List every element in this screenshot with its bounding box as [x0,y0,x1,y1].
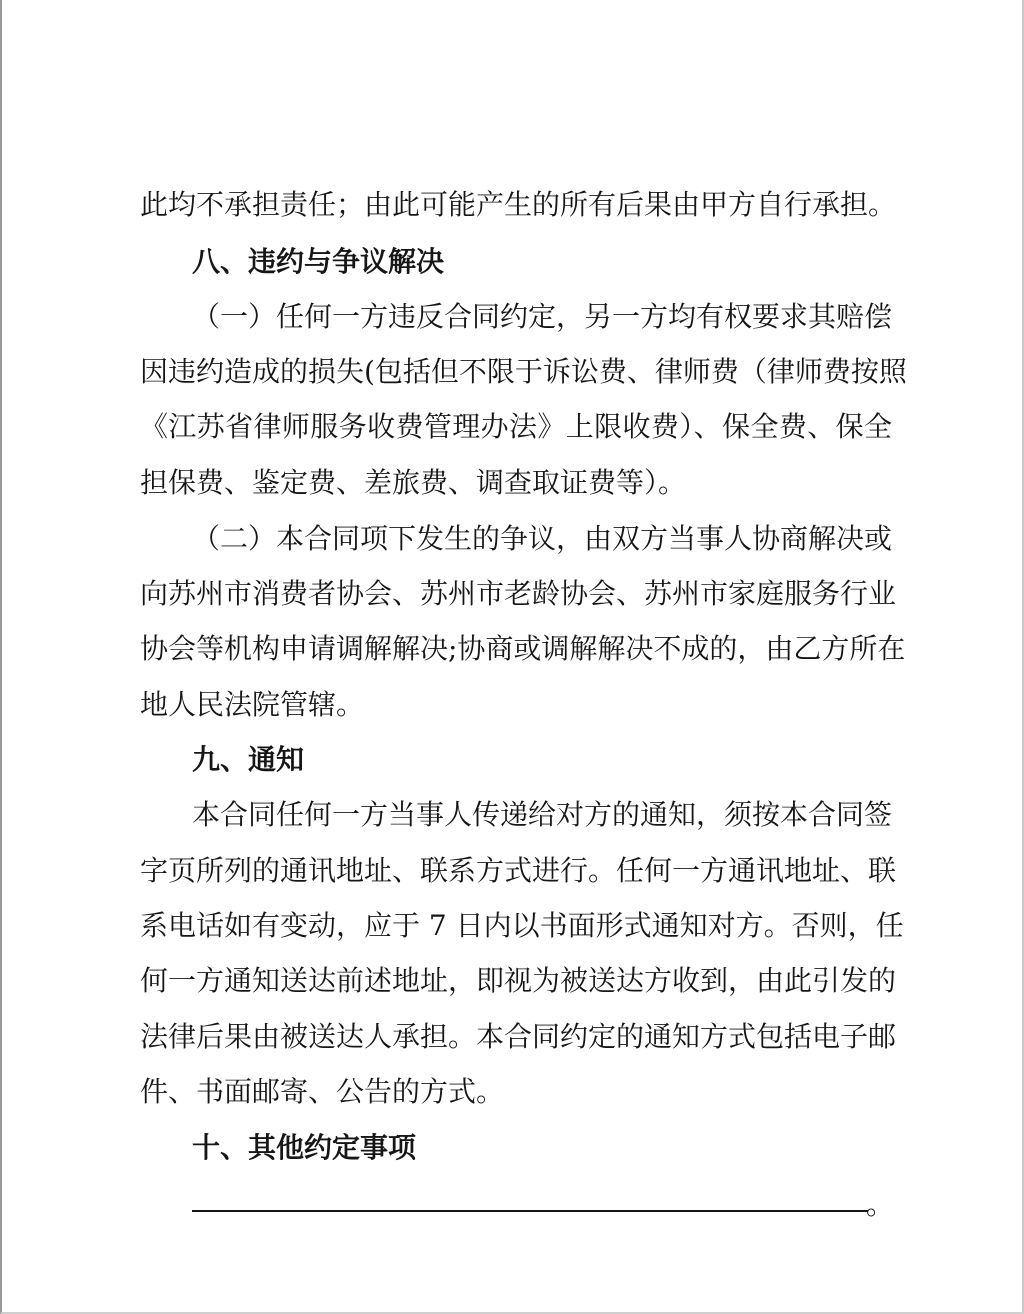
paragraph-line-8: 向苏州市消费者协会、苏州市老龄协会、苏州市家庭服务行业 [140,577,897,610]
paragraph-line-1: 此均不承担责任；由此可能产生的所有后果由甲方自行承担。 [140,188,897,221]
fill-in-blank-line [192,1210,868,1212]
paragraph-line-9: 协会等机构申请调解解决;协商或调解解决不成的，由乙方所在 [140,632,906,665]
paragraph-line-15: 何一方通知送达前述地址，即视为被送达方收到，由此引发的 [140,964,897,997]
section-heading-8: 八、违约与争议解决 [192,245,445,278]
paragraph-line-4: 因违约造成的损失(包括但不限于诉讼费、律师费（律师费按照 [140,355,907,388]
paragraph-line-12: 本合同任何一方当事人传递给对方的通知，须按本合同签 [192,798,893,831]
section-heading-9: 九、通知 [192,743,305,776]
paragraph-line-17: 件、书面邮寄、公告的方式。 [140,1075,505,1108]
paragraph-line-10: 地人民法院管辖。 [140,688,365,721]
paragraph-line-5: 《江苏省律师服务收费管理办法》上限收费）、保全费、保全 [140,410,892,443]
paragraph-line-6: 担保费、鉴定费、差旅费、调查取证费等）。 [140,466,687,499]
section-heading-10: 十、其他约定事项 [192,1131,417,1164]
paragraph-line-13: 字页所列的通讯地址、联系方式进行。任何一方通讯地址、联 [140,854,897,887]
paragraph-line-3: （一）任何一方违反合同约定，另一方均有权要求其赔偿 [192,300,893,333]
blank-end-period: 。 [866,1188,895,1221]
paragraph-line-14: 系电话如有变动，应于 7 日内以书面形式通知对方。否则，任 [140,909,904,942]
paragraph-line-16: 法律后果由被送达人承担。本合同约定的通知方式包括电子邮 [140,1020,897,1053]
paragraph-line-7: （二）本合同项下发生的争议，由双方当事人协商解决或 [192,522,893,555]
